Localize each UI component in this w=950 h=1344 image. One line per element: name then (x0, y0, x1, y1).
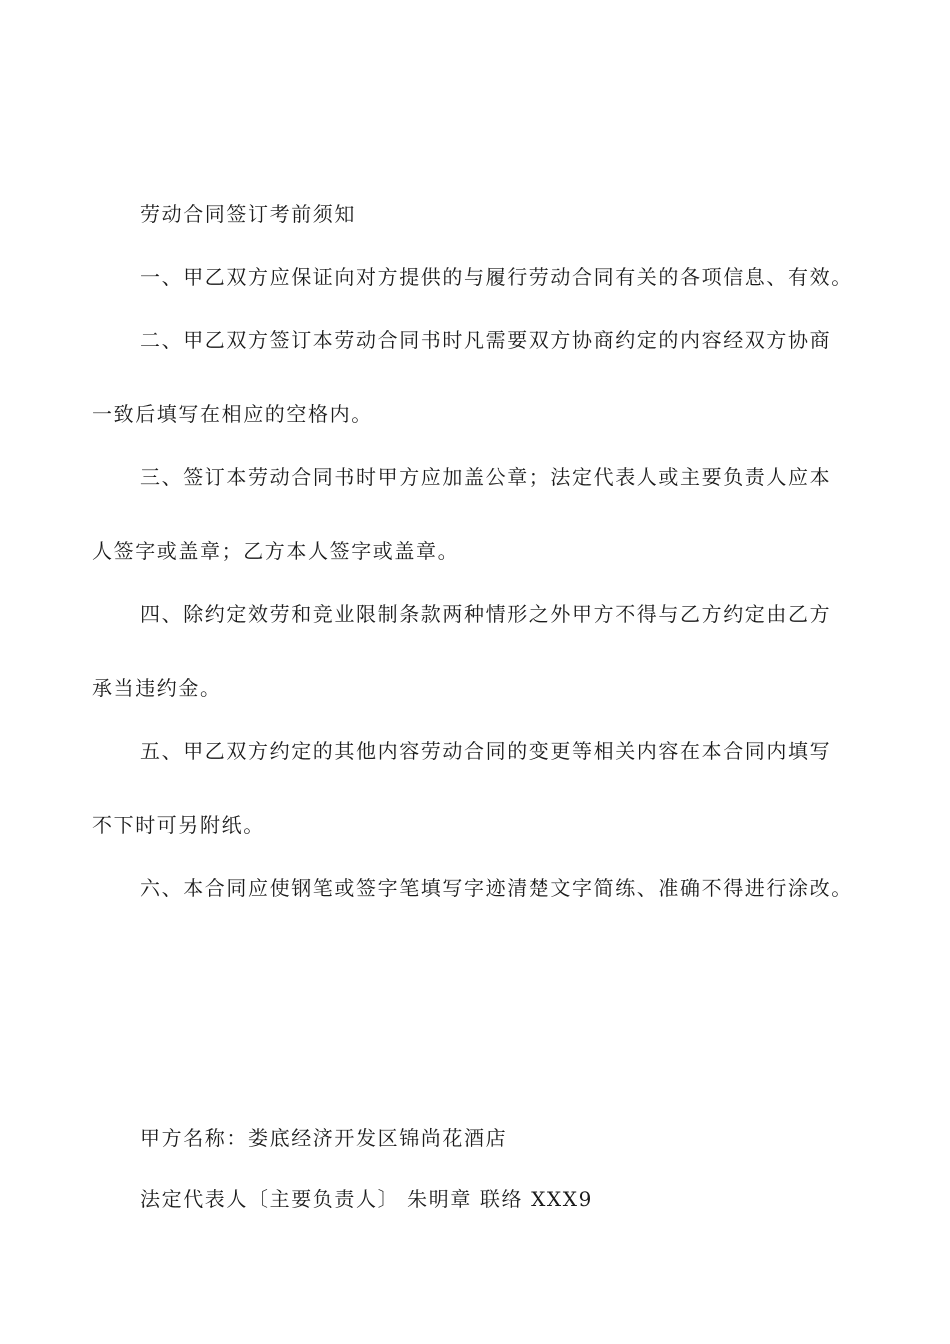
clause-1-line-1: 一、甲乙双方应保证向对方提供的与履行劳动合同有关的各项信息、有效。 (140, 265, 853, 289)
clause-5-line-1: 五、甲乙双方约定的其他内容劳动合同的变更等相关内容在本合同内填写 (140, 739, 832, 763)
clause-2-line-1: 二、甲乙双方签订本劳动合同书时凡需要双方协商约定的内容经双方协商 (140, 328, 832, 352)
clause-5-line-2: 不下时可另附纸。 (92, 813, 265, 837)
clause-4-line-1: 四、除约定效劳和竞业限制条款两种情形之外甲方不得与乙方约定由乙方 (140, 602, 832, 626)
document-title: 劳动合同签订考前须知 (140, 202, 356, 226)
clause-4-line-2: 承当违约金。 (92, 676, 222, 700)
legal-representative: 法定代表人〔主要负责人〕 朱明章 联络 XXX9 (140, 1187, 593, 1211)
clause-2-line-2: 一致后填写在相应的空格内。 (92, 402, 373, 426)
clause-3-line-1: 三、签订本劳动合同书时甲方应加盖公章；法定代表人或主要负责人应本 (140, 465, 832, 489)
clause-6-line-1: 六、本合同应使钢笔或签字笔填写字迹清楚文字简练、准确不得进行涂改。 (140, 876, 853, 900)
clause-3-line-2: 人签字或盖章；乙方本人签字或盖章。 (92, 539, 460, 563)
party-a-name: 甲方名称：娄底经济开发区锦尚花酒店 (140, 1126, 508, 1150)
